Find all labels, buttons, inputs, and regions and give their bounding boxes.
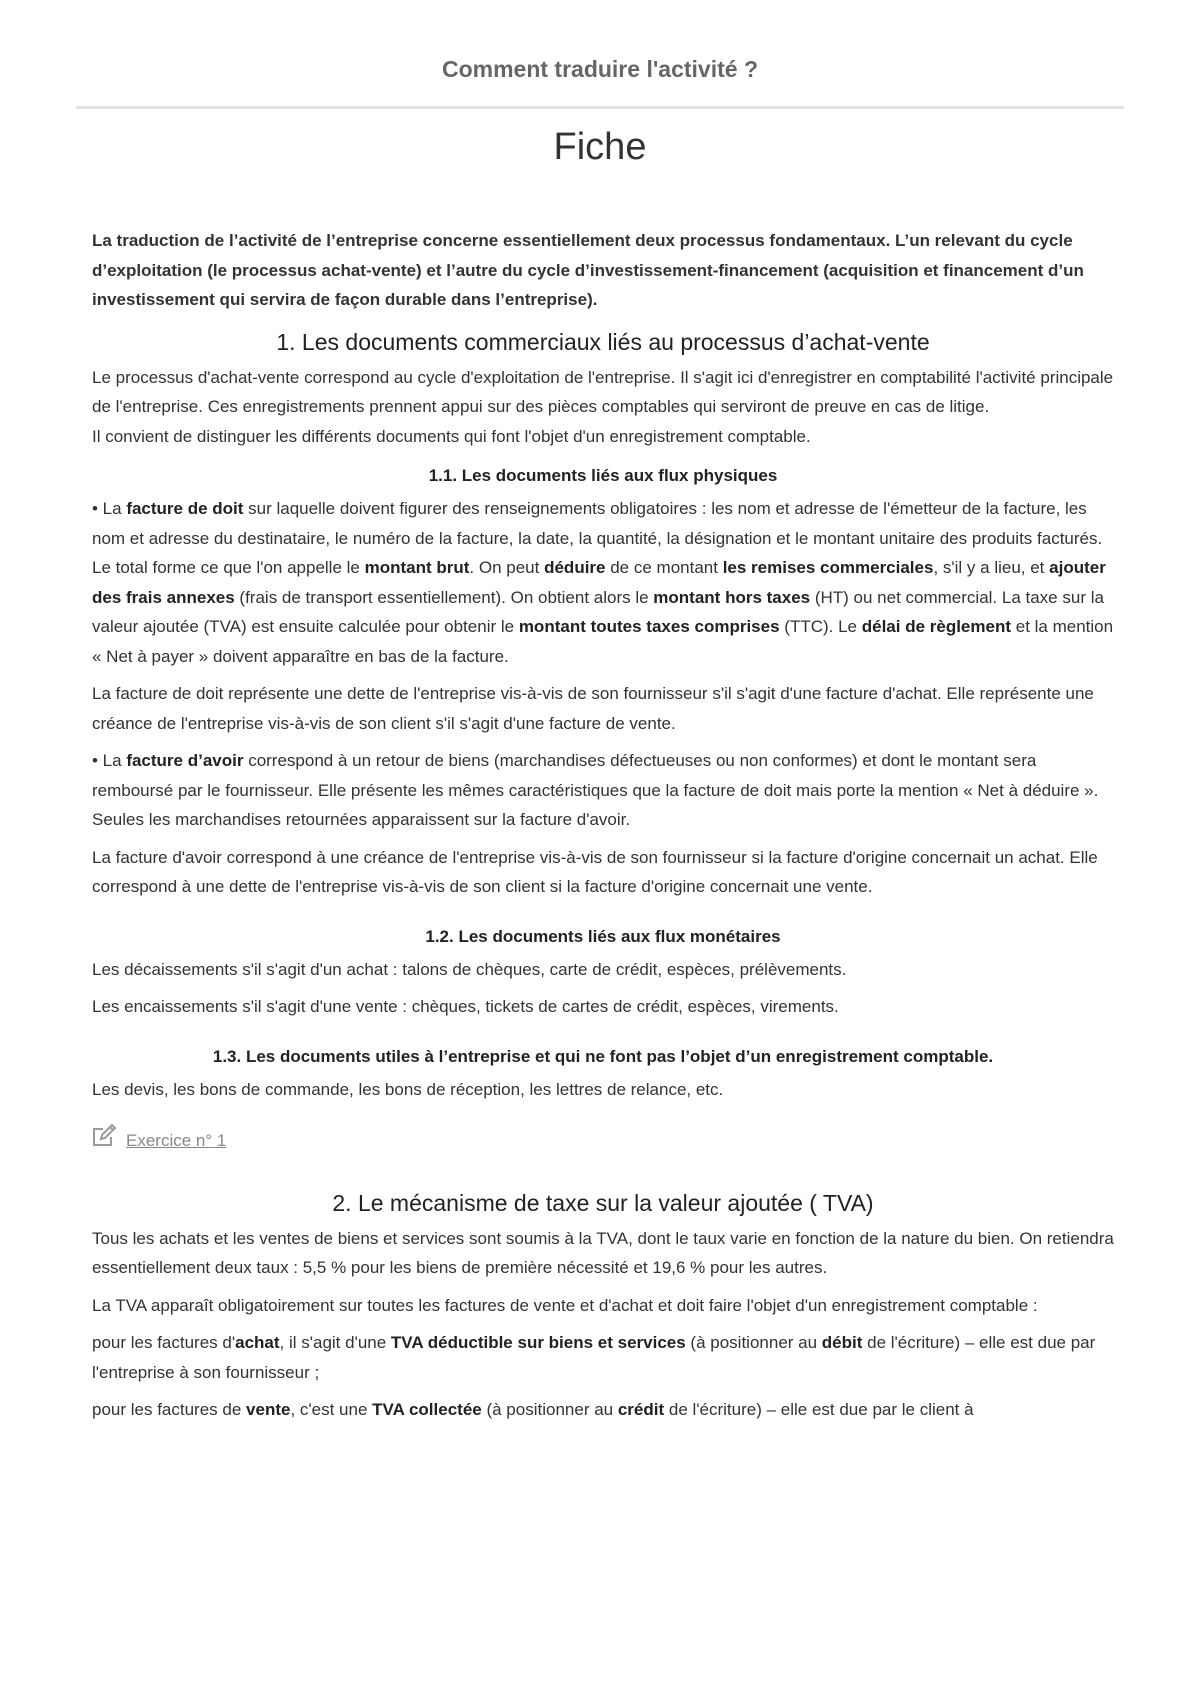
text-run: , il s'agit d'une [279,1333,391,1352]
bold-term: montant toutes taxes comprises [518,617,780,636]
exercise-link-row[interactable] [92,1124,1114,1158]
edit-icon [92,1124,118,1158]
text-run: de l'écriture) – elle est due par le client à [664,1400,974,1419]
facture-de-doit-paragraph: La facture de doit représente une dette de l'entreprise vis-à-vis de son fournisseur s'il s'agit d'une facture d'achat. Elle représente une créance de l'entreprise vis-à-vis de son client s'il s'agit d'une facture de vente. [92,684,1094,733]
bold-term: facture de doit [126,499,244,518]
subsection-1-3-paragraph: Les devis, les bons de commande, les bons de réception, les lettres de relance, etc. [92,1079,724,1099]
bold-term: vente [246,1400,291,1419]
document-body [92,226,1114,1425]
bold-term: ajouter des frais annexes [92,558,1106,607]
bold-term: TVA collectée [372,1400,482,1419]
text-run: de l'écriture) – elle est due par l'entreprise à son fournisseur ; [92,1333,1096,1382]
subsection-1-2-paragraph-1: Les décaissements s'il s'agit d'un achat : talons de chèques, carte de crédit, espèces, prélèvements. [92,959,847,979]
text-run: pour les factures d' [92,1333,236,1352]
text-run: pour les factures de [92,1400,247,1419]
tva-achat-item [92,1328,1114,1387]
header-divider [76,106,1124,109]
facture-avoir-bullet [92,746,1114,835]
bold-term: les remises commerciales [722,558,934,577]
subsection-1-2-paragraph-2: Les encaissements s'il s'agit d'une vente : chèques, tickets de cartes de crédit, espèces, virements. [92,997,839,1016]
text-run: (frais de transport essentiellement). On obtient alors le [234,587,654,607]
intro-paragraph: La traduction de l’activité de l’entreprise concerne essentiellement deux processus fondamentaux. L’un relevant du cycle d’exploitation (le processus achat-vente) et l’autre du cycle d’investissement-financement (acquisition et financement d’un investissement qui servira de façon durable dans l’entreprise). [92,231,1084,309]
bold-term: achat [235,1333,280,1352]
bold-term: crédit [617,1400,665,1419]
subsection-1-1-heading: 1.1. Les documents liés aux flux physiques [428,466,778,485]
subsection-1-2-heading: 1.2. Les documents liés aux flux monétaires [425,926,781,946]
section-1-paragraph-1: Le processus d'achat-vente correspond au cycle d'exploitation de l'entreprise. Il s'agit ici d'enregistrer en comptabilité l'activité principale de l'entreprise. Ces enregistrements prennent appui sur des pièces comptables qui serviront de preuve en cas de litige. [92,367,1114,416]
section-2-paragraph-1: Tous les achats et les ventes de biens et services sont soumis à la TVA, dont le taux varie en fonction de la nature du bien. On retiendra essentiellement deux taux : 5,5 % pour les biens de première nécessité et 19,6 % pour les autres. [92,1228,1114,1277]
text-run: . On peut [469,558,545,577]
text-run: , c'est une [290,1400,373,1419]
bold-term: facture d’avoir [126,751,244,770]
text-run: (à positionner au [685,1333,822,1352]
text-run: (à positionner au [481,1400,618,1419]
text-run: , s'il y a lieu, et [933,558,1050,577]
text-run: sur laquelle doivent figurer des renseignements obligatoires : les nom et adresse de l'émetteur de la facture, les nom et adresse du destinataire, le numéro de la facture, la date, la quantité, la désignation et le montant unitaire des produits facturés. Le total forme ce que l'on appelle le [92,499,1103,577]
section-1-heading: 1. Les documents commerciaux liés au processus d’achat-vente [276,328,930,355]
section-2-heading: 2. Le mécanisme de taxe sur la valeur ajoutée ( TVA) [332,1189,874,1216]
section-1-paragraph-2: Il convient de distinguer les différents documents qui font l'objet d'un enregistrement comptable. [92,426,811,446]
bold-term: déduire [544,558,606,577]
facture-de-doit-bullet [92,494,1114,671]
text-run: • La [92,751,127,770]
text-run: et la mention « Net à payer » doivent apparaître en bas de la facture. [92,617,1114,666]
page-title: Fiche [553,126,647,168]
text-run: (HT) ou net commercial. La taxe sur la valeur ajoutée (TVA) est ensuite calculée pour obtenir le [92,587,1104,636]
bold-term: TVA déductible sur biens et services [390,1333,686,1352]
bold-term: montant hors taxes [653,587,811,607]
text-run: correspond à un retour de biens (marchandises défectueuses ou non conformes) et dont le montant sera remboursé par le fournisseur. Elle présente les mêmes caractéristiques que la facture de doit mais porte la mention « Net à déduire ». Seules les marchandises retournées apparaissent sur la facture d'avoir. [92,751,1099,829]
header-title: Comment traduire l'activité ? [441,56,759,82]
exercise-link[interactable]: Exercice n° 1 [126,1131,227,1150]
section-2-paragraph-2: La TVA apparaît obligatoirement sur toutes les factures de vente et d'achat et doit faire l'objet d'un enregistrement comptable : [92,1295,1038,1315]
text-run: • La [92,499,127,518]
bold-term: délai de règlement [861,617,1012,636]
subsection-1-3-heading: 1.3. Les documents utiles à l’entreprise et qui ne font pas l’objet d’un enregistrement comptable. [212,1046,994,1066]
bold-term: montant brut [364,558,470,577]
facture-avoir-paragraph: La facture d'avoir correspond à une créance de l'entreprise vis-à-vis de son fournisseur si la facture d'origine concernait un achat. Elle correspond à une dette de l'entreprise vis-à-vis de son client si la facture d'origine concernait une vente. [92,847,1098,896]
text-run: (TTC). Le [779,617,862,636]
text-run: de ce montant [605,558,723,577]
tva-vente-item [92,1395,1114,1425]
bold-term: débit [821,1333,863,1352]
